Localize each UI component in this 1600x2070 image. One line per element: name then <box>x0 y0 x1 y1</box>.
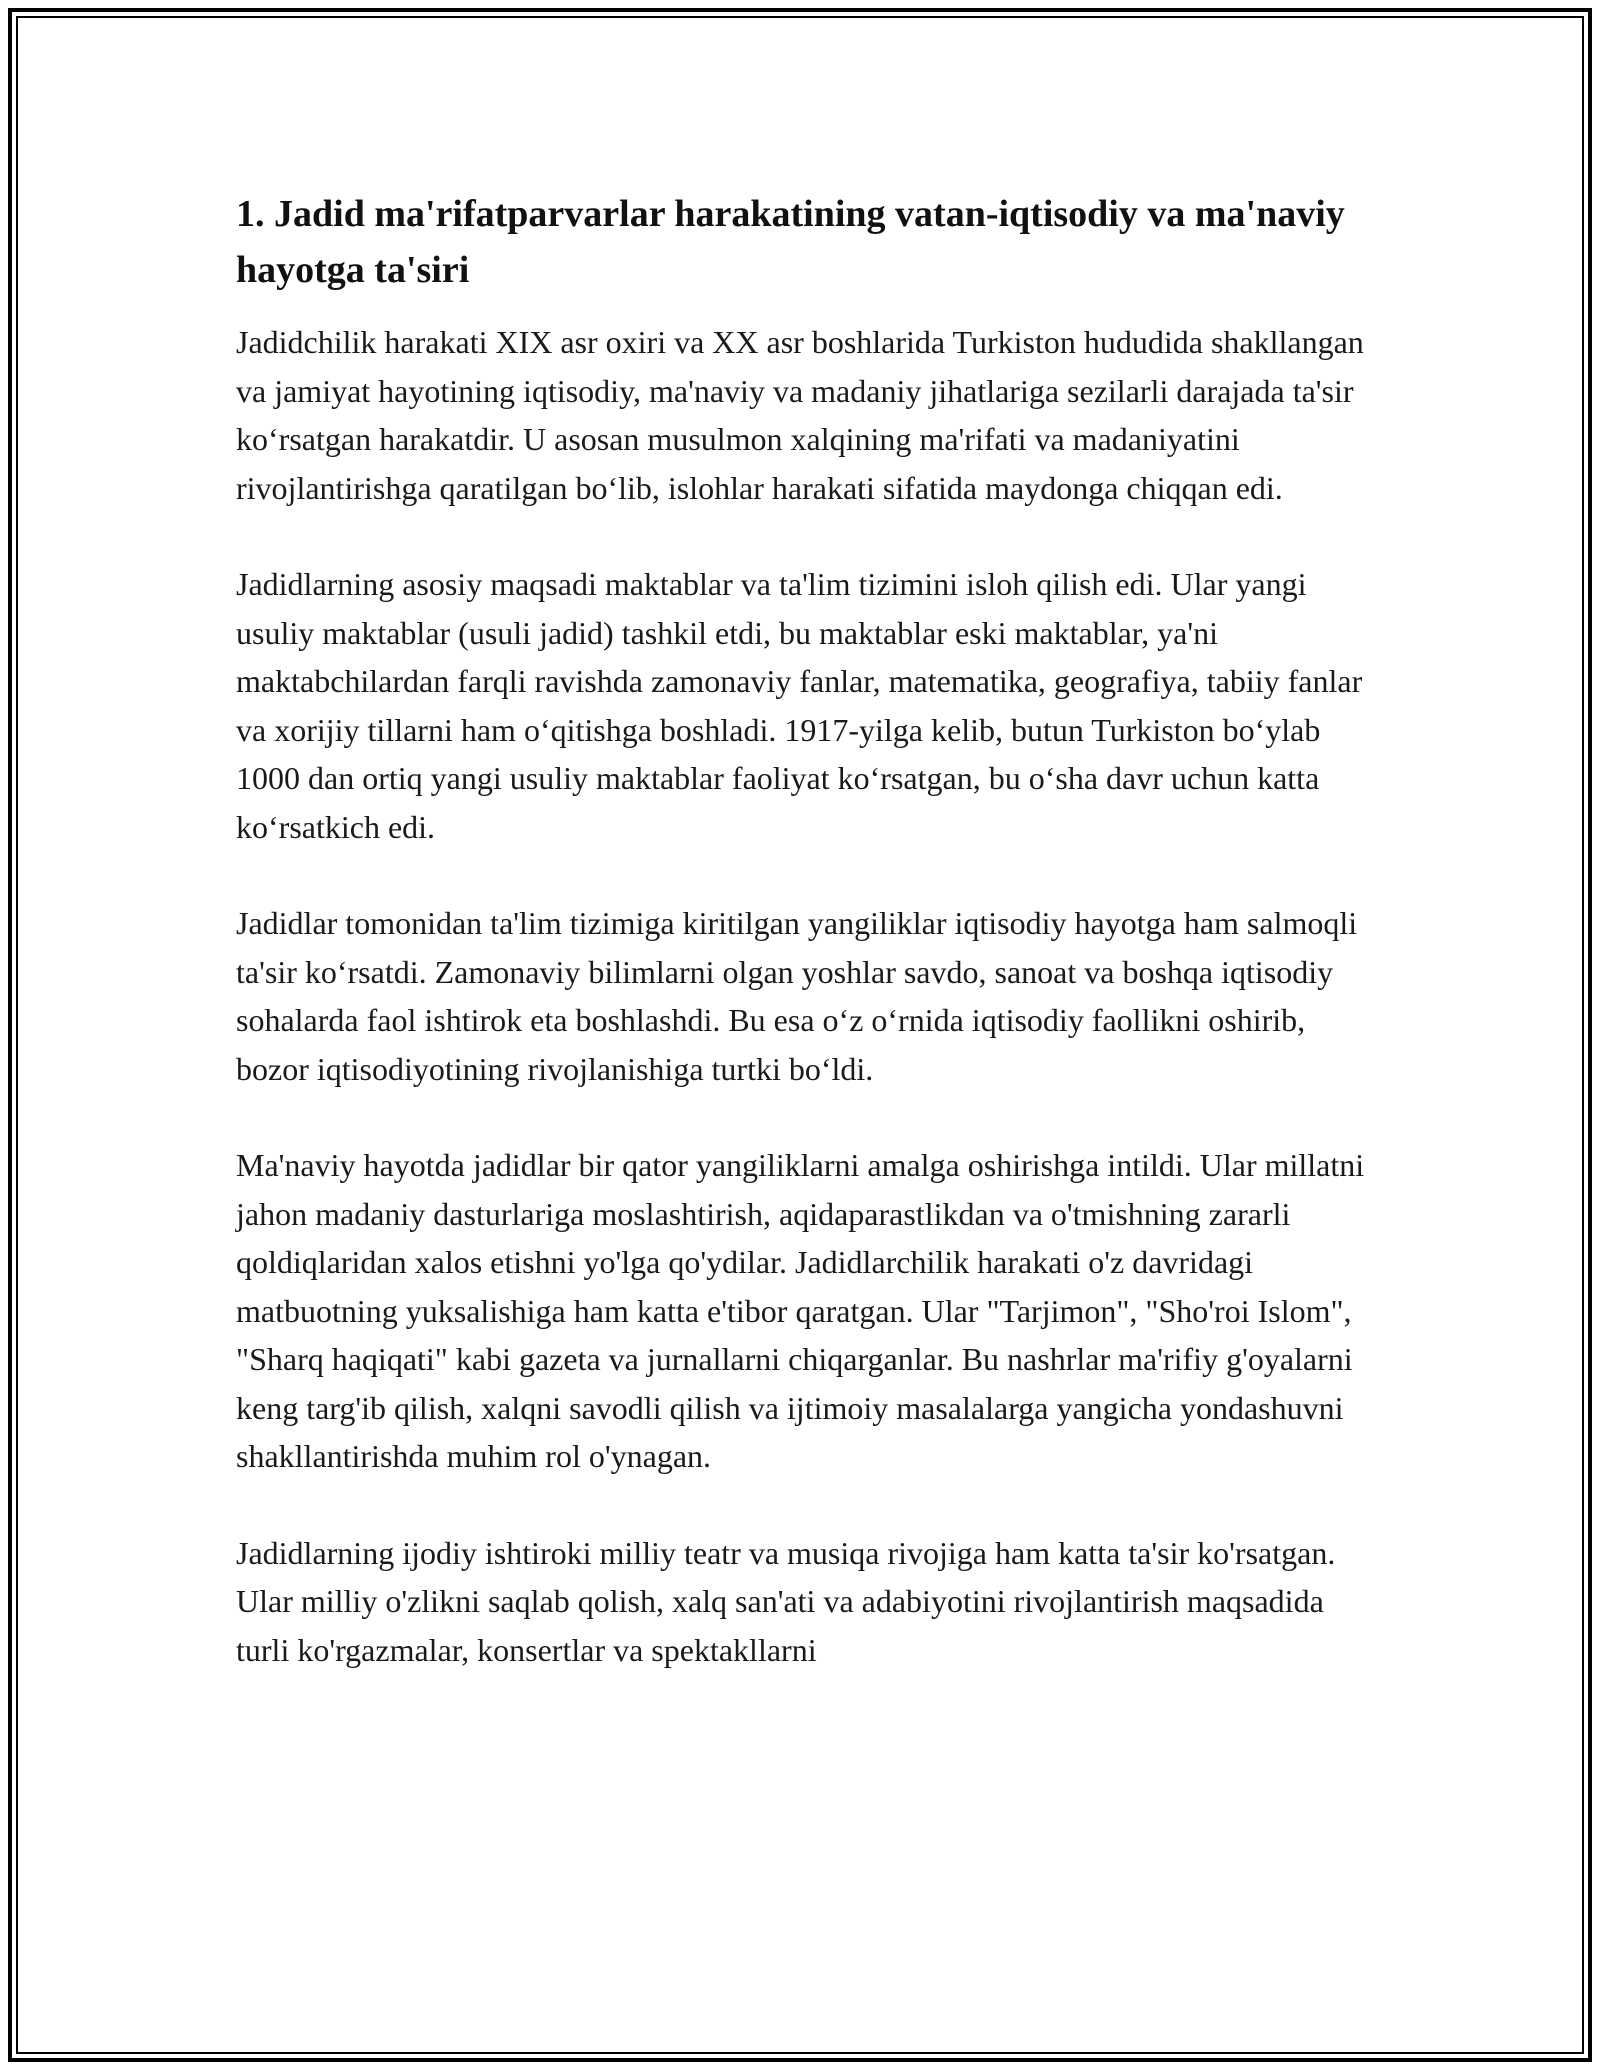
paragraph-1: Jadidchilik harakati XIX asr oxiri va XX asr boshlarida Turkiston hududida shakllangan va jamiyat hayotining iqtisodiy, ma'naviy va madaniy jihatlariga sezilarli darajada ta'sir ko‘rsatgan harakatdir. U asosan musulmon xalqining ma'rifati va madaniyatini rivojlantirishga qaratilgan bo‘lib, islohlar harakati sifatida maydonga chiqqan edi. <box>236 324 1364 506</box>
paragraph-3: Jadidlar tomonidan ta'lim tizimiga kiritilgan yangiliklar iqtisodiy hayotga ham salmoqli ta'sir ko‘rsatdi. Zamonaviy bilimlarni olgan yoshlar savdo, sanoat va boshqa iqtisodiy sohalarda faol ishtirok eta boshlashdi. Bu esa o‘z o‘rnida iqtisodiy faollikni oshirib, bozor iqtisodiyotining rivojlanishiga turtki bo‘ldi. <box>236 905 1358 1087</box>
paragraph-2: Jadidlarning asosiy maqsadi maktablar va ta'lim tizimini isloh qilish edi. Ular yangi usuliy maktablar (usuli jadid) tashkil etdi, bu maktablar eski maktablar, ya'ni maktabchilardan farqli ravishda zamonaviy fanlar, matematika, geografiya, tabiiy fanlar va xorijiy tillarni ham o‘qitishga boshladi. 1917-yilga kelib, butun Turkiston bo‘ylab 1000 dan ortiq yangi usuliy maktablar faoliyat ko‘rsatgan, bu o‘sha davr uchun katta ko‘rsatkich edi. <box>236 566 1363 845</box>
document-body <box>236 186 1371 1722</box>
paragraph-4: Ma'naviy hayotda jadidlar bir qator yangiliklarni amalga oshirishga intildi. Ular millatni jahon madaniy dasturlariga moslashtirish, aqidaparastlikdan va o'tmishning zararli qoldiqlaridan xalos etishni yo'lga qo'ydilar. Jadidlarchilik harakati o'z davridagi matbuotning yuksalishiga ham katta e'tibor qaratgan. Ular "Tarjimon", "Sho'roi Islom", "Sharq haqiqati" kabi gazeta va jurnallarni chiqarganlar. Bu nashrlar ma'rifiy g'oyalarni keng targ'ib qilish, xalqni savodli qilish va ijtimoiy masalalarga yangicha yondashuvni shakllantirishda muhim rol o'ynagan. <box>236 1147 1365 1474</box>
paragraph-5: Jadidlarning ijodiy ishtiroki milliy teatr va musiqa rivojiga ham katta ta'sir ko'rsatgan. Ular milliy o'zlikni saqlab qolish, xalq san'ati va adabiyotini rivojlantirish maqsadida turli ko'rgazmalar, konsertlar va spektakllarni <box>236 1534 1336 1668</box>
section-heading: 1. Jadid ma'rifatparvarlar harakatining vatan-iqtisodiy va ma'naviy hayotga ta'siri <box>236 193 1345 291</box>
